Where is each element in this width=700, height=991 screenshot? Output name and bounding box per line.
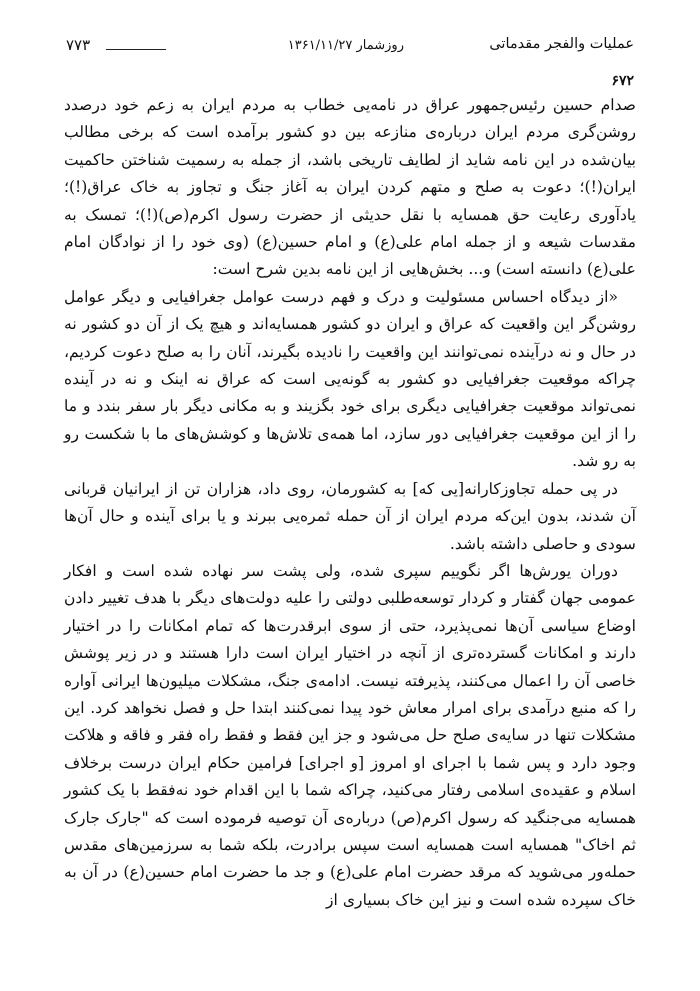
- paragraph-quote-1: «از دیدگاه احساس مسئولیت و درک و فهم درست عوامل جغرافیایی و دیگر عوامل روشن‌گر این واقعیت که عراق و ایران دو کشور همسایه‌اند و هیچ یک از آن دو کشور نه در حال و نه درآینده نمی‌توانند این واقعیت را نادیده بگیرند، آنان را به صلح دعوت کردیم، چراکه موقعیت جغرافیایی دو کشور به گونه‌یی است که عراق نه اینک و نه در آینده نمی‌تواند موقعیت جغرافیایی دیگری برای خود بگزیند و به مکانی دیگر بار سفر بندد و ما را از این موقعیت جغرافیایی دور سازد، اما همه‌ی تلاش‌ها و کوشش‌های ما با شکست رو به رو شد.: [64, 287, 636, 471]
- paragraph-quote-2: در پی حمله تجاوزکارانه[یی که] به کشورمان، روی داد، هزاران تن از ایرانیان قربانی آن شدند، بدون این‌که مردم ایران از آن حمله ثمره‌یی ببرند و یا برای آینده و حال آن‌ها سودی و حاصلی داشته باشد.: [64, 479, 636, 553]
- paragraph-intro: صدام حسین رئیس‌جمهور عراق در نامه‌یی خطاب به مردم ایران به زعم خود درصدد روشن‌گری مردم ایران درباره‌ی منازعه بین دو کشور برآمده است که برخی مطالب بیان‌شده در این نامه شاید از لطایف تاریخی باشد، از جمله به رسمیت شناختن حاکمیت ایران(!)؛ دعوت به صلح و متهم کردن ایران به آغاز جنگ و تجاوز به خاک عراق(!)؛ یادآوری رعایت حق همسایه با نقل حدیثی از حضرت رسول اکرم(ص)(!)؛ تمسک به مقدسات شیعه و از جمله امام علی(ع) و امام حسین(ع) (وی خود را از نوادگان امام علی(ع) دانسته است) و... بخش‌هایی از این نامه بدین شرح است:: [64, 96, 636, 279]
- running-header: [66, 36, 634, 60]
- header-date: روزشمار ۱۳۶۱/۱۱/۲۷: [287, 38, 404, 53]
- page-number: ۷۷۳: [66, 36, 91, 54]
- paragraph-quote-3: دوران یورش‌ها اگر نگوییم سپری شده، ولی پشت سر نهاده شده است و افکار عمومی جهان گفتار و کردار توسعه‌طلبی دولتی را علیه دولت‌های دیگر با هدف تغییر دادن اوضاع سیاسی آن‌ها نمی‌پذیرد، حتی از سوی ابرقدرت‌ها که تمام امکانات را در اختیار دارند و امکانات گسترده‌تری از آنچه در اختیار ایران است دارا هستند و در زیر پوشش خاصی آن را اعمال می‌کنند، پذیرفته نیست. ادامه‌ی جنگ، مشکلات میلیون‌ها ایرانی آواره را که منبع درآمدی برای امرار معاش خود پیدا نمی‌کنند ابتدا حل و فصل نخواهد کرد. این مشکلات تنها در سایه‌ی صلح حل می‌شود و جز این فقط و فقط راه فقر و فاقه و هلاکت وجود دارد و پس شما با اجرای او امروز [و اجرای] فرامین حکام ایران درست برخلاف اسلام و عقیده‌ی اسلامی رفتار می‌کنید، چراکه شما با این اقدام خود نه‌فقط با یک کشور همسایه می‌جنگید که رسول اکرم(ص) درباره‌ی آن توصیه فرموده است که "جارک جارک ثم اخاک" همسایه است همسایه است سپس برادرت، بلکه شما به سرزمین‌های مقدس حمله‌ور می‌شوید که مرقد حضرت امام علی(ع) و جد ما حضرت امام حسین(ع) در آن به خاک سپرده شده است و نیز این خاک بسیاری از: [64, 561, 636, 909]
- document-number: ۶۷۲: [611, 73, 634, 89]
- header-title: عملیات والفجر مقدماتی: [489, 36, 634, 52]
- body-text: [64, 92, 636, 914]
- header-rule-left: [106, 49, 166, 50]
